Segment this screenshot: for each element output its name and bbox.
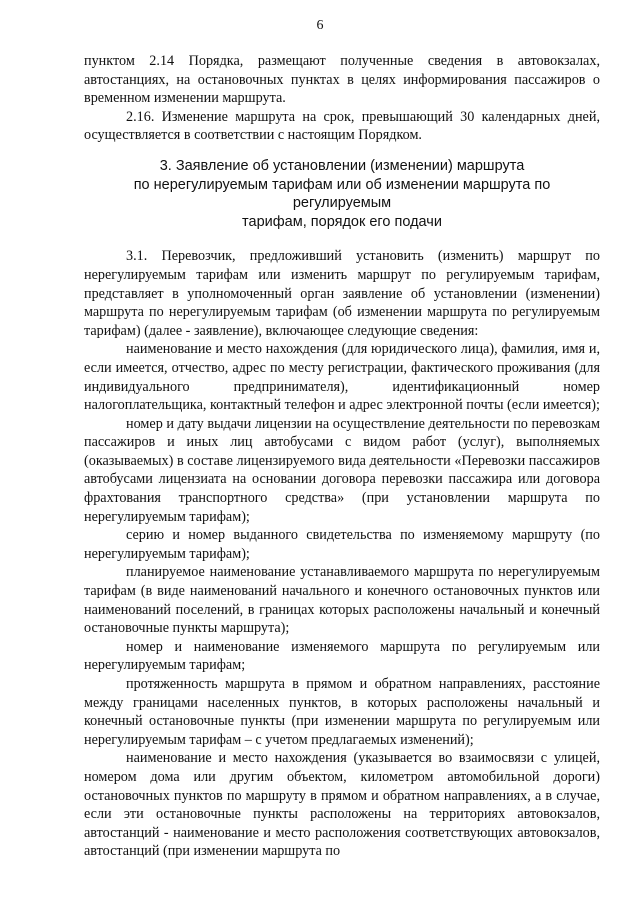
- list-item-certificate: серию и номер выданного свидетельства по изменяемому маршруту (по нерегулируемым тарифам);: [84, 527, 600, 562]
- list-item-license: номер и дату выдачи лицензии на осуществление деятельности по перевозкам пассажиров и иных лиц автобусами с видом работ (услуг), выполняемых (оказываемых) в составе лицензируемого вида деятельности «Перевозки пассажиров автобусами лицензиата на основании договора перевозки пассажира или договора фрахтования транспортного средства» (при установлении маршрута по нерегулируемым тарифам);: [84, 415, 600, 525]
- list-item-name-location: наименование и место нахождения (для юридического лица), фамилия, имя и, если имеется, отчество, адрес по месту регистрации, фактического проживания (для индивидуального предпринимателя), идентификационный номер налогоплательщика, контактный телефон и адрес электронной почты (если имеется);: [84, 341, 600, 414]
- paragraph-continuation: пунктом 2.14 Порядка, размещают полученные сведения в автовокзалах, автостанциях, на остановочных пунктах в целях информирования пассажиров о временном изменении маршрута.: [84, 53, 600, 107]
- list-item-stops: наименование и место нахождения (указывается во взаимосвязи с улицей, номером дома или другим объектом, километром автомобильной дороги) остановочных пунктов по маршруту в прямом и обратном направлениях, а в случае, если эти остановочные пункты расположены на территориях автовокзалов, автостанций - наименование и место расположения соответствующих автовокзалов, автостанций (при изменении маршрута по: [84, 750, 600, 860]
- page-number: 6: [316, 18, 324, 33]
- section-heading: [84, 157, 600, 231]
- list-item-route-length: протяженность маршрута в прямом и обратном направлениях, расстояние между границами населенных пунктов, в которых расположены начальный и конечный остановочные пункты (при изменении маршрута по регулируемым или нерегулируемым тарифам – с учетом предлагаемых изменений);: [84, 676, 600, 748]
- document-body: [84, 52, 600, 861]
- list-item-route-number: номер и наименование изменяемого маршрута по регулируемым или нерегулируемым тарифам;: [84, 638, 600, 674]
- paragraph-3-1: 3.1. Перевозчик, предложивший установить (изменить) маршрут по нерегулируемым тарифам или изменить маршрут по регулируемым тарифам, представляет в уполномоченный орган заявление об установлении (изменении) маршрута по нерегулируемым тарифам (об изменении маршрута по регулируемым тарифам) (далее - заявление), включающее следующие сведения:: [84, 248, 600, 339]
- list-item-planned-name: планируемое наименование устанавливаемого маршрута по нерегулируемым тарифам (в виде наименований начального и конечного остановочных пунктов или наименований поселений, в границах которых расположены начальный и конечный остановочные пункты маршрута);: [84, 564, 600, 637]
- paragraph-2-16: 2.16. Изменение маршрута на срок, превышающий 30 календарных дней, осуществляется в соответствии с настоящим Порядком.: [84, 108, 600, 144]
- section-heading-line-2: по нерегулируемым тарифам или об изменении маршрута по регулируемым: [133, 176, 551, 212]
- section-heading-line-3: тарифам, порядок его подачи: [242, 213, 442, 230]
- section-heading-line-1: 3. Заявление об установлении (изменении) маршрута: [159, 157, 525, 174]
